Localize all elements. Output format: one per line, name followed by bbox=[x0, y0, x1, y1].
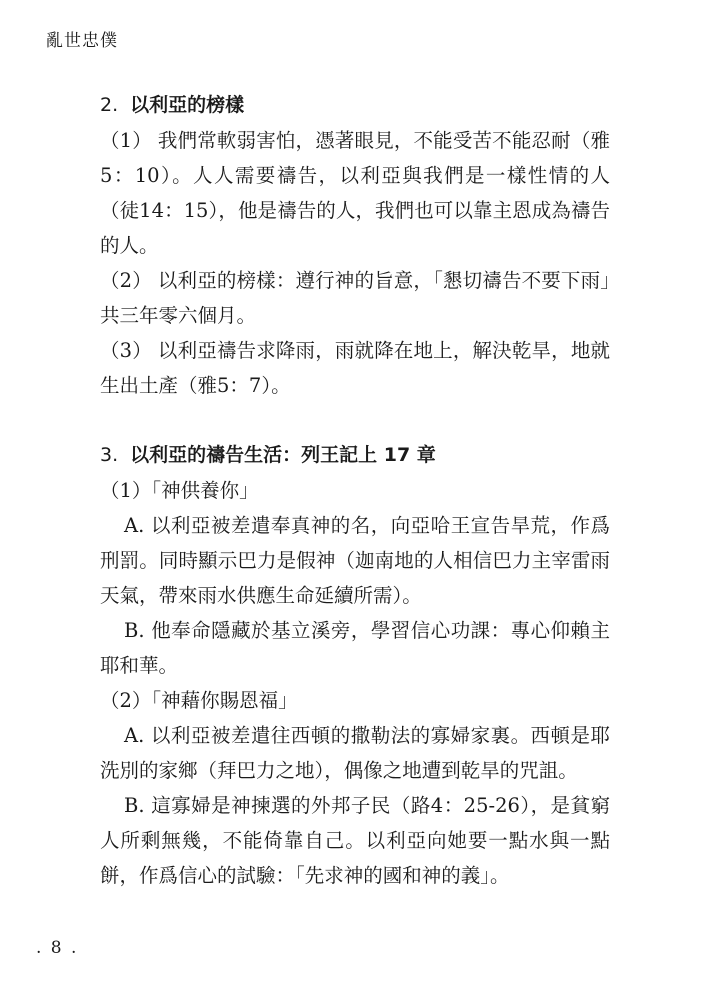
section-2-title: 以利亞的榜樣 bbox=[130, 94, 245, 116]
page-number: . 8 . bbox=[36, 938, 79, 958]
section-2-point-2 bbox=[100, 263, 610, 333]
running-header: 亂世忠僕 bbox=[46, 31, 118, 51]
section-3-part-2-item-b: B. 這寡婦是神揀選的外邦子民（路4：25-26），是貧窮人所剩無幾，不能倚靠自己。以利亞向她要一點水與一點餅，作爲信心的試驗：「先求神的國和神的義」。 bbox=[100, 794, 610, 887]
section-3-part-1-label: （1）「神供養你」 bbox=[100, 479, 259, 502]
point-label: （1） bbox=[100, 129, 152, 152]
point-label: （3） bbox=[100, 339, 152, 362]
point-text: 我們常軟弱害怕，憑著眼見，不能受苦不能忍耐（雅5：10）。人人需要禱告，以利亞與我們是一樣性情的人（徒14：15），他是禱告的人，我們也可以靠主恩成為禱告的人。 bbox=[100, 129, 610, 257]
section-spacer bbox=[100, 403, 610, 438]
section-3-part-2-item-a: A. 以利亞被差遣往西頓的撒勒法的寡婦家裏。西頓是耶洗別的家鄉（拜巴力之地），偶像之地遭到乾旱的咒詛。 bbox=[100, 724, 610, 782]
page-body bbox=[100, 88, 610, 893]
section-3-part-2-label: （2）「神藉你賜恩福」 bbox=[100, 689, 298, 712]
point-text: 以利亞禱告求降雨，雨就降在地上，解決乾旱，地就生出土產（雅5：7）。 bbox=[100, 339, 610, 397]
section-2-heading bbox=[100, 88, 610, 123]
section-3-part-1-item-a: A. 以利亞被差遣奉真神的名，向亞哈王宣告旱荒，作爲刑罰。同時顯示巴力是假神（迦南地的人相信巴力主宰雷雨天氣，帶來雨水供應生命延續所需）。 bbox=[100, 514, 610, 607]
section-3-number: 3. bbox=[100, 444, 119, 466]
section-3-title: 以利亞的禱告生活：列王記上 17 章 bbox=[130, 444, 436, 466]
section-2-point-1 bbox=[100, 123, 610, 263]
point-text: 以利亞的榜樣：遵行神的旨意，「懇切禱告不要下雨」共三年零六個月。 bbox=[100, 269, 610, 327]
section-2-number: 2. bbox=[100, 94, 119, 116]
section-3-part-1-item-b: B. 他奉命隱藏於基立溪旁，學習信心功課：專心仰賴主耶和華。 bbox=[100, 619, 610, 677]
section-3-heading bbox=[100, 438, 610, 473]
point-label: （2） bbox=[100, 269, 152, 292]
section-2-point-3 bbox=[100, 333, 610, 403]
